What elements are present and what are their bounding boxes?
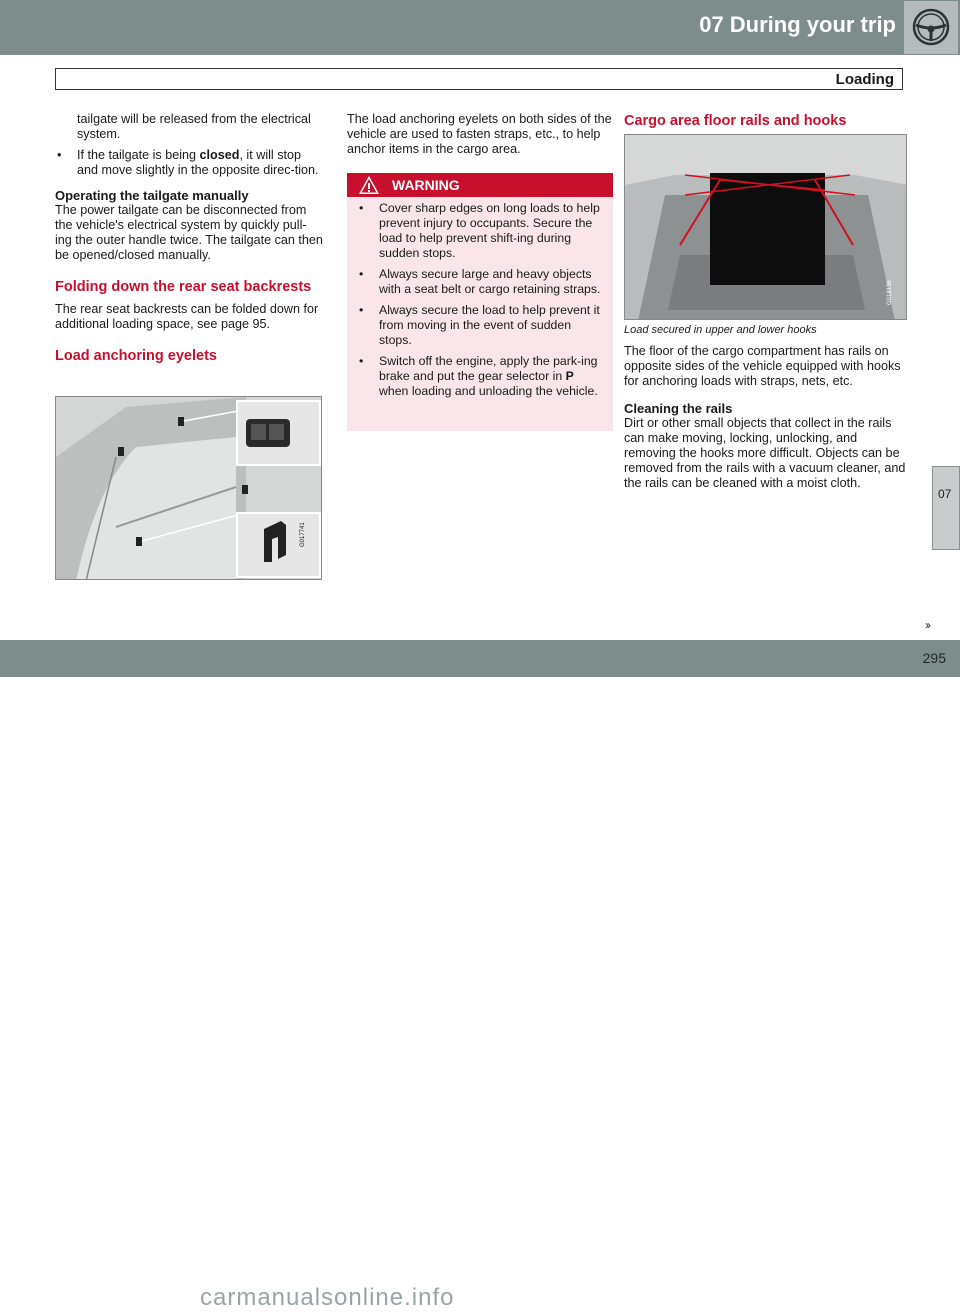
chapter-tab-label: 07 [938, 487, 952, 501]
paragraph-clean: Dirt or other small objects that collect in the rails can make moving, locking, unlocking, and removing the hooks more difficult. Objects can be removed from the rails with a vacuum cleaner, and the rails can be cleaned with a moist cloth. [624, 416, 906, 490]
list-item: • Always secure the load to help prevent it from moving in the event of sudden stops. [359, 303, 600, 347]
chapter-tab[interactable] [932, 466, 960, 550]
image-code: G018136 [887, 280, 893, 305]
warning-triangle-icon [358, 175, 380, 198]
bullet-dot: • [57, 148, 62, 162]
warning-bold: P [565, 369, 574, 383]
list-item: • Switch off the engine, apply the park-ing brake and put the gear selector in P when loading and unloading the vehicle. [359, 354, 598, 398]
bullet-text-end: , it will stop and move slightly in the opposite direc-tion. [77, 148, 319, 177]
bullet-text: If the tailgate is being [77, 148, 200, 162]
heading-eyelets: Load anchoring eyelets [55, 348, 217, 364]
heading-clean: Cleaning the rails [624, 401, 733, 416]
paragraph-manual: The power tailgate can be disconnected from the vehicle's electrical system by quickly pull-ing the outer handle twice. The tailgate can then be opened/closed manually. [55, 203, 323, 262]
paragraph-eyelets: The load anchoring eyelets on both sides of the vehicle are used to fasten straps, etc., to help anchor items in the cargo area. [347, 112, 612, 156]
heading-manual: Operating the tailgate manually [55, 188, 249, 203]
warning-text: Always secure large and heavy objects with a seat belt or cargo retaining straps. [379, 267, 601, 296]
header-bar [0, 0, 960, 55]
steering-wheel-icon [904, 1, 958, 54]
bullet-bold: closed [199, 148, 240, 162]
cargo-image [624, 134, 907, 320]
column-3 [624, 114, 908, 129]
intro-line-2: system. [77, 127, 121, 141]
warning-header [347, 173, 613, 197]
heading-fold: Folding down the rear seat backrests [55, 279, 312, 295]
column-2 [347, 112, 613, 157]
heading-rails: Cargo area floor rails and hooks [624, 113, 847, 129]
list-item: • Cover sharp edges on long loads to help prevent injury to occupants. Secure the load to help prevent shift-ing during sudden stops. [359, 201, 600, 260]
paragraph-rails: The floor of the cargo compartment has rails on opposite sides of the vehicle equipped with hooks for anchoring loads with straps, nets, etc. [624, 344, 901, 388]
warning-text: Cover sharp edges on long loads to help prevent injury to occupants. Secure the load to help prevent shift-ing during sudden stops. [379, 201, 600, 260]
warning-text: Switch off the engine, apply the park-ing brake and put the gear selector in [379, 354, 598, 383]
footer-bar [0, 640, 960, 1311]
chapter-title: 07 During your trip [699, 12, 896, 37]
paragraph-fold: The rear seat backrests can be folded down for additional loading space, see page 95. [55, 302, 319, 331]
section-title: Loading [835, 71, 894, 88]
page-number: 295 [922, 650, 946, 666]
list-item [55, 148, 323, 178]
column-3-body [624, 323, 908, 491]
warning-title: WARNING [392, 177, 460, 193]
warning-text: Always secure the load to help prevent it from moving in the event of sudden stops. [379, 303, 600, 347]
next-page-arrows[interactable]: ›› [925, 618, 929, 632]
column-1 [55, 112, 323, 364]
list-item: • Always secure large and heavy objects with a seat belt or cargo retaining straps. [359, 267, 601, 296]
eyelets-image [55, 396, 322, 580]
intro-line-1: tailgate will be released from the electrical [77, 112, 311, 126]
image-code: G017741 [300, 522, 306, 547]
section-bar [55, 68, 903, 90]
warning-list [357, 201, 605, 405]
image-caption: Load secured in upper and lower hooks [624, 324, 817, 336]
watermark: carmanualsonline.info [200, 1284, 455, 1311]
warning-text-end: when loading and unloading the vehicle. [379, 384, 598, 398]
warning-box [347, 173, 613, 431]
